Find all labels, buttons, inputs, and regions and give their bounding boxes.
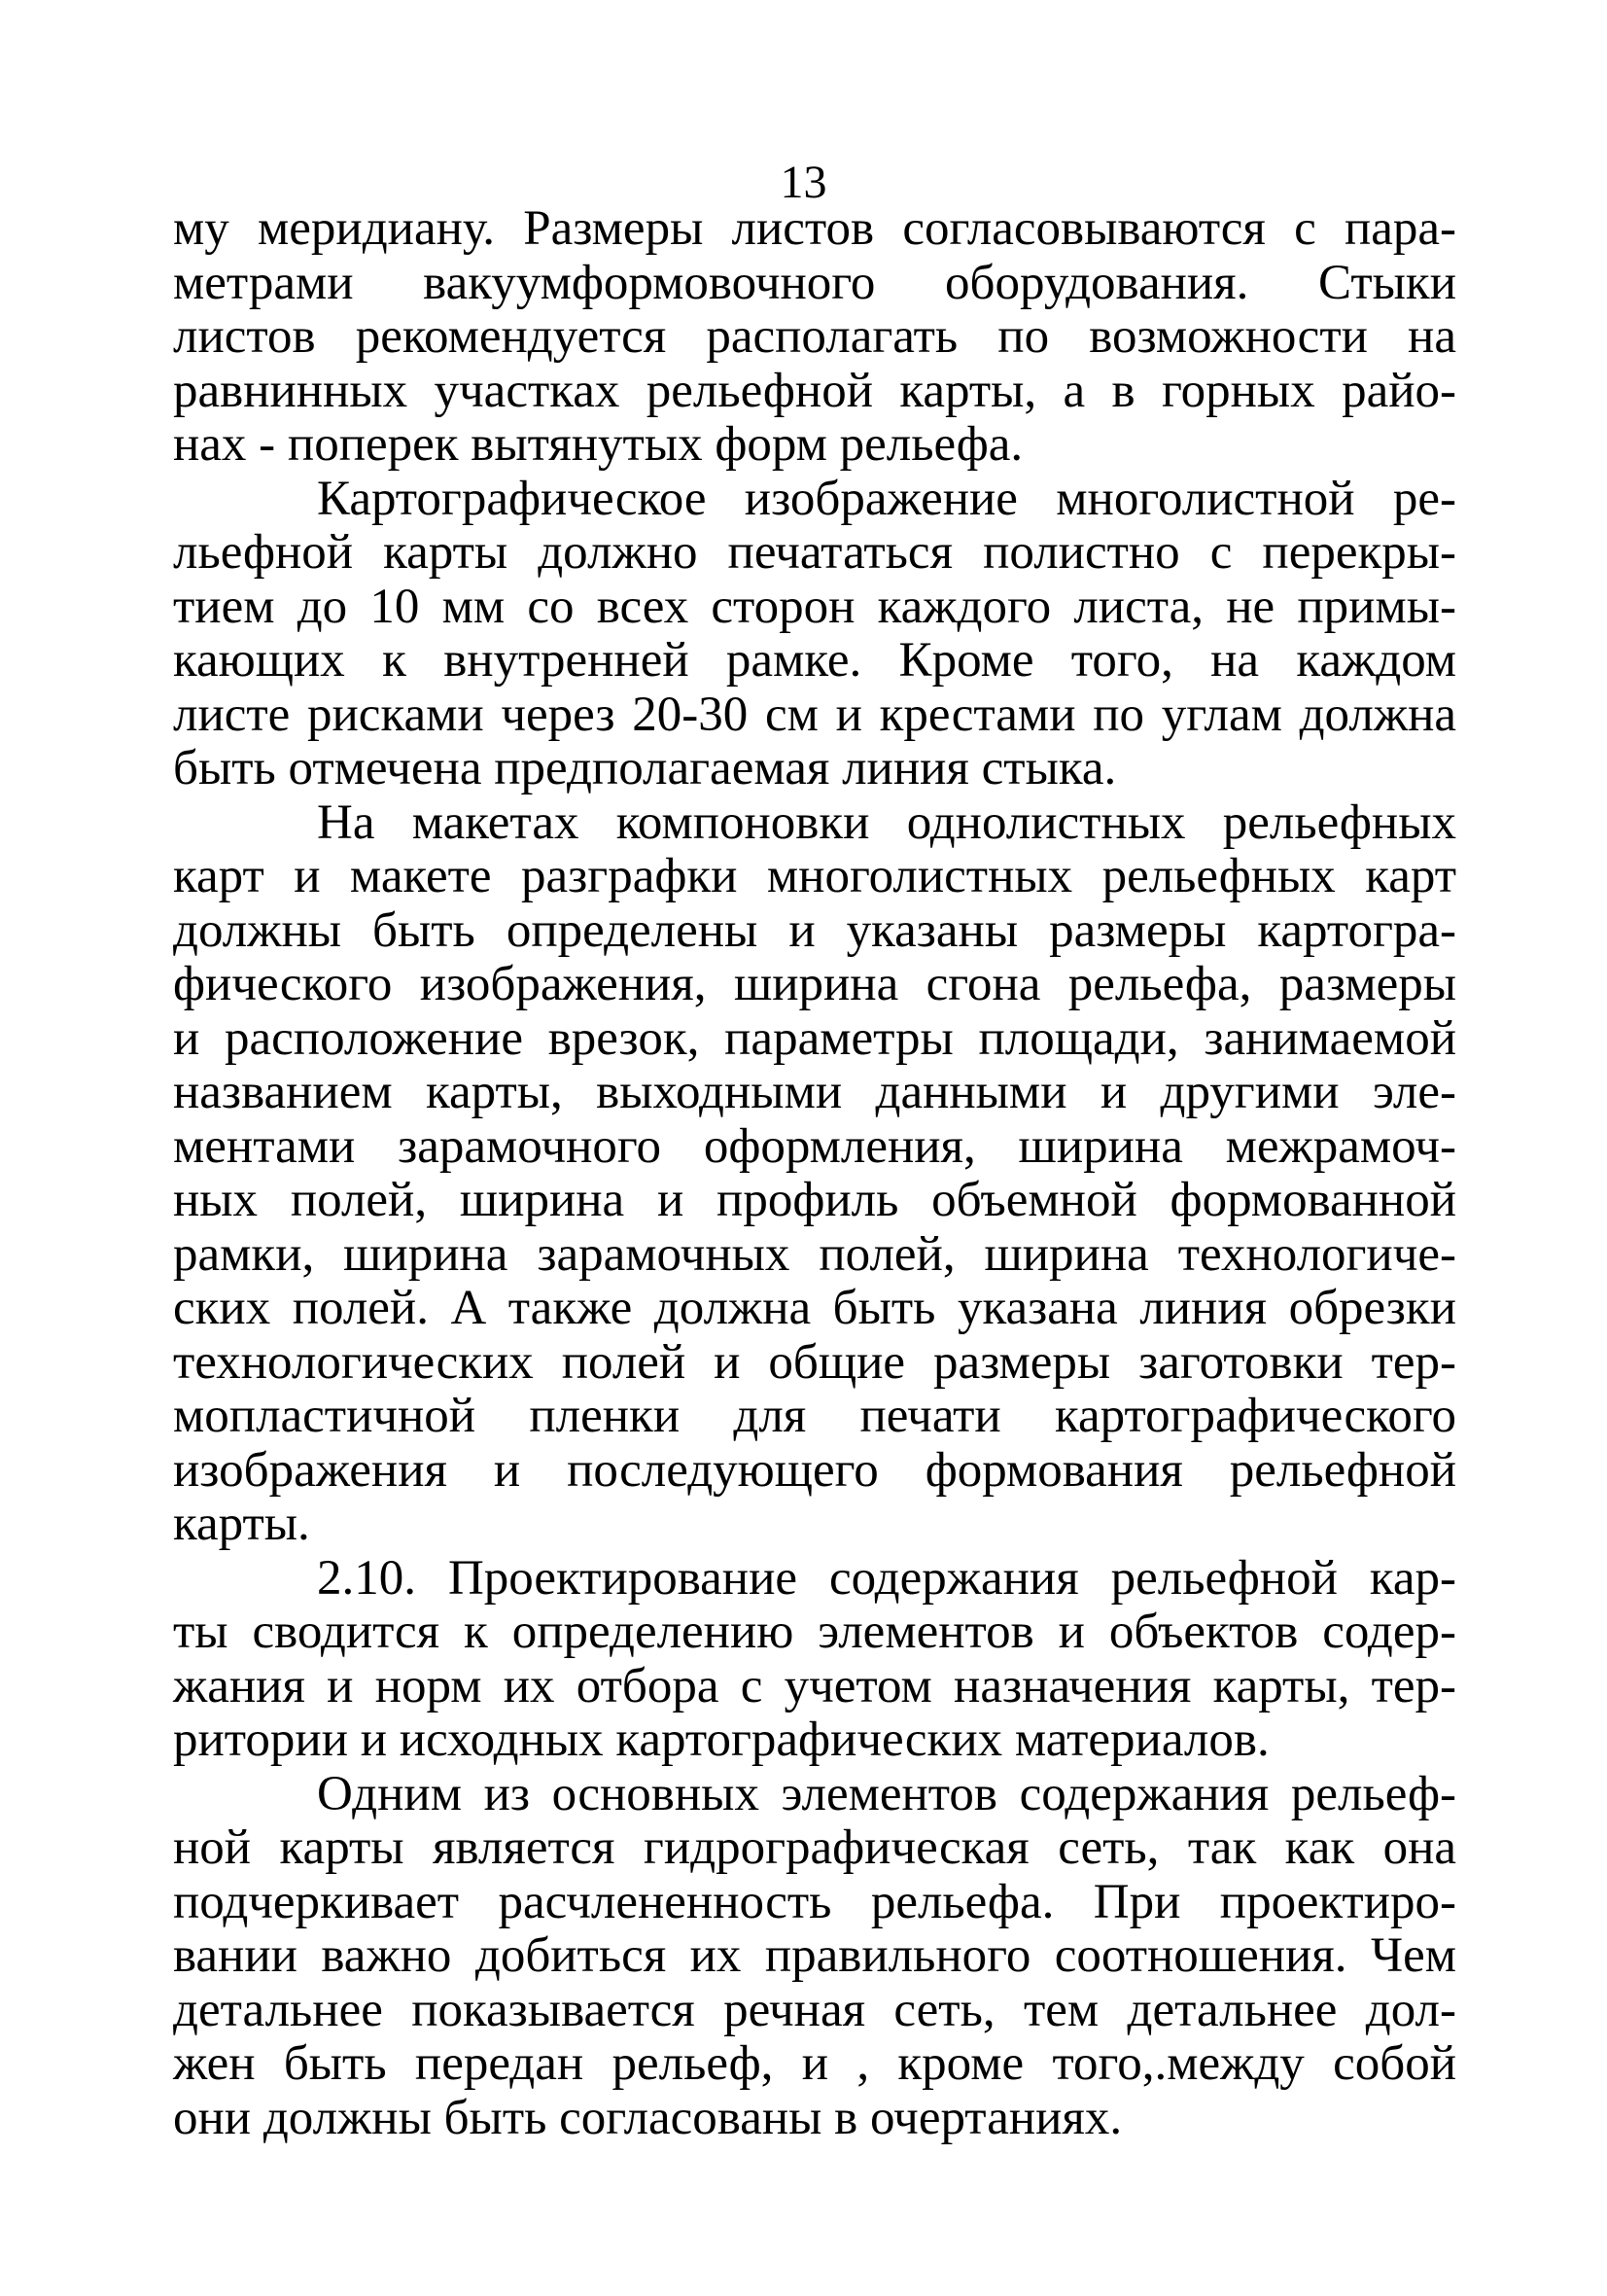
text-line: ритории и исходных картографических материалов. [173, 1713, 1270, 1767]
text-line: кающих к внутренней рамке. Кроме того, на каждом [173, 633, 1456, 688]
text-line: Одним из основных элементов содержания рельеф- [317, 1766, 1456, 1821]
text-line: детальнее показывается речная сеть, тем детальнее дол- [173, 1982, 1456, 2037]
text-line: метрами вакуумформовочного оборудования. Стыки [173, 255, 1456, 310]
text-line: листе рисками через 20-30 см и крестами по углам должна [173, 687, 1456, 742]
text-line: мопластичной пленки для печати картографического [173, 1389, 1456, 1443]
text-line: жания и норм их отбора с учетом назначения карты, тер- [173, 1658, 1456, 1713]
page-number: 13 [780, 157, 827, 208]
text-line: названием карты, выходными данными и другими эле- [173, 1065, 1456, 1119]
text-line: му меридиану. Размеры листов согласовываются с пара- [173, 201, 1456, 256]
text-line: ских полей. А также должна быть указана линия обрезки [173, 1281, 1456, 1335]
text-line: изображения и последующего формования рельефной [173, 1442, 1456, 1498]
text-line: ной карты является гидрографическая сеть, так как она [173, 1820, 1456, 1875]
text-line: рамки, ширина зарамочных полей, ширина технологиче- [173, 1226, 1456, 1282]
body-text [173, 202, 1456, 2145]
text-line: технологических полей и общие размеры заготовки тер- [173, 1334, 1456, 1390]
text-line: ных полей, ширина и профиль объемной формованной [173, 1173, 1456, 1227]
text-line: быть отмечена предполагаемая линия стыка. [173, 741, 1117, 795]
text-line: они должны быть согласованы в очертаниях. [173, 2090, 1123, 2145]
text-line: фического изображения, ширина сгона рельефа, размеры [173, 957, 1456, 1011]
text-line: ментами зарамочного оформления, ширина межрамоч- [173, 1118, 1456, 1174]
text-line: тием до 10 мм со всех сторон каждого листа, не примы- [173, 579, 1456, 634]
text-line: карты. [173, 1497, 310, 1551]
text-line: и расположение врезок, параметры площади, занимаемой [173, 1010, 1456, 1066]
text-line: жен быть передан рельеф, и , кроме того,.между собой [173, 2036, 1456, 2091]
text-line: Картографическое изображение многолистной ре- [317, 471, 1456, 526]
text-line: вании важно добиться их правильного соотношения. Чем [173, 1928, 1456, 1983]
text-line: подчеркивает расчлененность рельефа. При проектиро- [173, 1874, 1456, 1929]
text-line: должны быть определены и указаны размеры картогра- [173, 902, 1456, 958]
text-line: 2.10. Проектирование содержания рельефной кар- [317, 1550, 1456, 1606]
text-line: На макетах компоновки однолистных рельефных [317, 795, 1456, 850]
text-line: карт и макете разграфки многолистных рельефных карт [173, 849, 1456, 903]
text-line: льефной карты должно печататься полистно с перекры- [173, 525, 1456, 580]
text-line: нах - поперек вытянутых форм рельефа. [173, 417, 1024, 472]
text-line: листов рекомендуется располагать по возможности на [173, 309, 1456, 364]
text-line: равнинных участках рельефной карты, а в горных райо- [173, 363, 1456, 418]
text-line: ты сводится к определению элементов и объектов содер- [173, 1605, 1456, 1659]
